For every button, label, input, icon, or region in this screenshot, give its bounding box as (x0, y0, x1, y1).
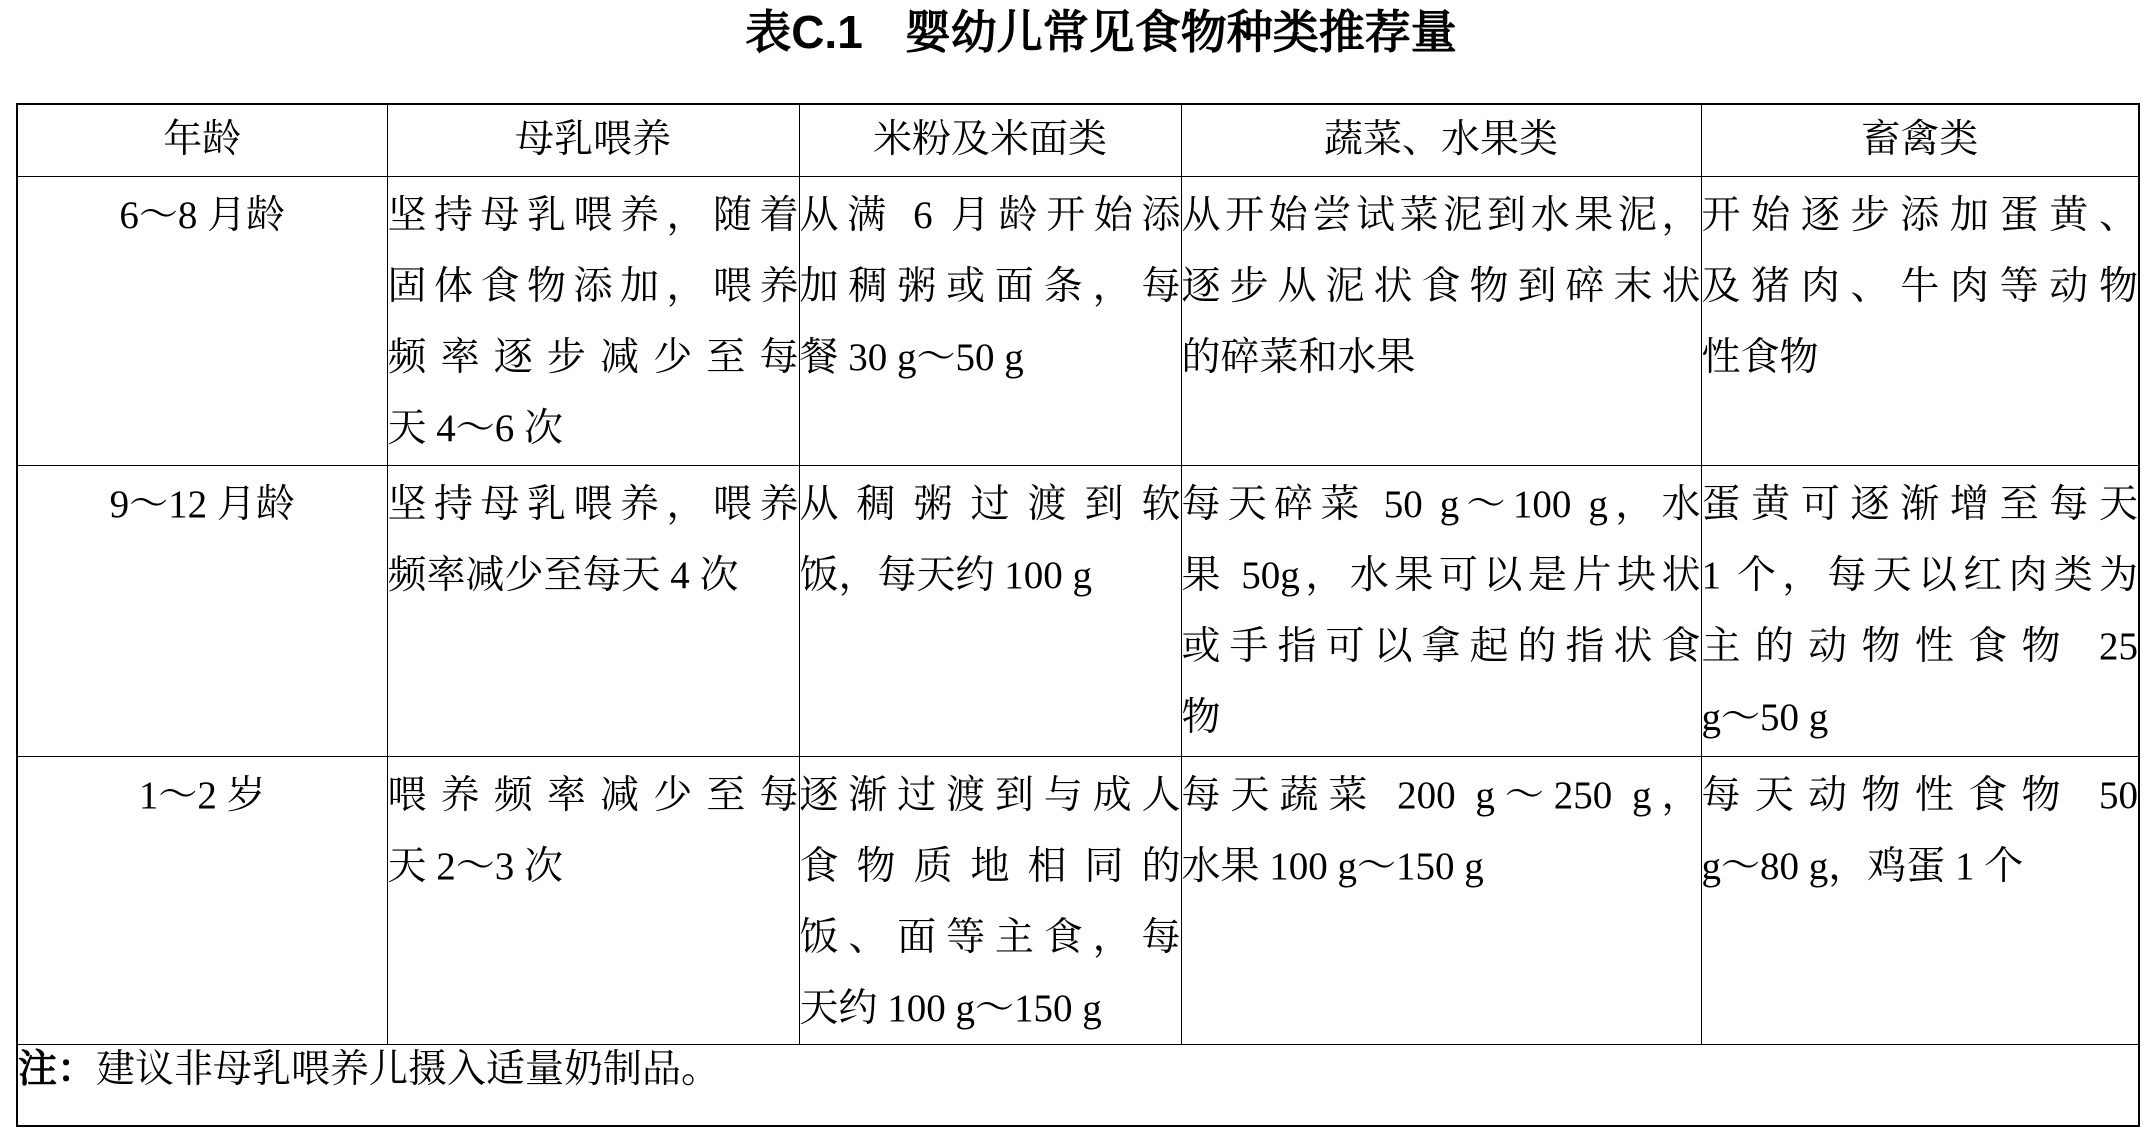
cereal-cell (799, 756, 1181, 1044)
age-text: 9～12 月龄 (109, 482, 295, 526)
breastfeeding-cell (387, 176, 799, 465)
text-line: 饭，每天约 100 g (799, 553, 1093, 597)
text-line: 从满 6 月龄开始添 (799, 193, 1181, 237)
text-line: 1 个，每天以红肉类为 (1701, 553, 2138, 597)
text-line: 性食物 (1701, 335, 1819, 379)
text-line: 饭、面等主食，每 (799, 915, 1181, 959)
meat-poultry-cell (1701, 176, 2139, 465)
text-line: g～50 g (1701, 695, 1829, 739)
text-line: 蛋黄可逐渐增至每天 (1701, 482, 2138, 526)
text-line: 每天动物性食物 50 (1701, 773, 2138, 817)
table-title-text: 婴幼儿常见食物种类推荐量 (904, 6, 1457, 58)
text-line: 逐渐过渡到与成人 (799, 773, 1181, 817)
text-line: 天约 100 g～150 g (799, 986, 1102, 1030)
table-number: 表C.1 (745, 6, 863, 58)
age-text: 6～8 月龄 (119, 193, 286, 237)
header-breastfeeding: 母乳喂养 (387, 104, 799, 176)
breastfeeding-cell (387, 756, 799, 1044)
text-line: 开始逐步添加蛋黄、 (1701, 193, 2138, 237)
header-cereal: 米粉及米面类 (799, 104, 1181, 176)
text-line: 物 (1181, 695, 1221, 739)
age-cell (17, 176, 387, 465)
text-line: g～80 g，鸡蛋 1 个 (1701, 844, 2024, 888)
meat-poultry-cell (1701, 756, 2139, 1044)
text-line: 坚持母乳喂养，喂养 (387, 482, 799, 526)
text-line: 天 4～6 次 (387, 406, 564, 450)
text-line: 频率减少至每天 4 次 (387, 553, 739, 597)
food-recommendation-table (16, 103, 2140, 1127)
text-line: 每天碎菜 50 g～100 g，水 (1181, 482, 1701, 526)
cereal-cell (799, 176, 1181, 465)
header-vegetable-fruit: 蔬菜、水果类 (1181, 104, 1701, 176)
note-text: 建议非母乳喂养儿摄入适量奶制品。 (96, 1047, 721, 1091)
text-line: 主的动物性食物 25 (1701, 624, 2138, 668)
text-line: 每天蔬菜 200 g～250 g， (1181, 773, 1701, 817)
table-row (17, 176, 2139, 465)
header-row (17, 104, 2139, 176)
text-line: 从开始尝试菜泥到水果泥， (1181, 193, 1701, 237)
age-cell (17, 465, 387, 756)
table-title (0, 6, 2154, 58)
header-meat-poultry: 畜禽类 (1701, 104, 2139, 176)
header-age: 年龄 (17, 104, 387, 176)
text-line: 固体食物添加，喂养 (387, 264, 799, 308)
text-line: 的碎菜和水果 (1181, 335, 1416, 379)
note-cell (17, 1044, 2139, 1126)
text-line: 频率逐步减少至每 (387, 335, 799, 379)
text-line: 餐 30 g～50 g (799, 335, 1024, 379)
table-row (17, 465, 2139, 756)
breastfeeding-cell (387, 465, 799, 756)
text-line: 天 2～3 次 (387, 844, 564, 888)
meat-poultry-cell (1701, 465, 2139, 756)
vegetable-fruit-cell (1181, 756, 1701, 1044)
note-label: 注： (18, 1047, 97, 1091)
cereal-cell (799, 465, 1181, 756)
text-line: 或手指可以拿起的指状食 (1181, 624, 1701, 668)
note-row (17, 1044, 2139, 1126)
text-line: 水果 100 g～150 g (1181, 844, 1484, 888)
age-cell (17, 756, 387, 1044)
text-line: 加稠粥或面条，每 (799, 264, 1181, 308)
text-line: 食物质地相同的 (799, 844, 1181, 888)
table-row (17, 756, 2139, 1044)
text-line: 逐步从泥状食物到碎末状 (1181, 264, 1701, 308)
vegetable-fruit-cell (1181, 465, 1701, 756)
vegetable-fruit-cell (1181, 176, 1701, 465)
text-line: 坚持母乳喂养，随着 (387, 193, 799, 237)
text-line: 从稠粥过渡到软 (799, 482, 1181, 526)
text-line: 及猪肉、牛肉等动物 (1701, 264, 2138, 308)
text-line: 果 50g，水果可以是片块状 (1181, 553, 1701, 597)
age-text: 1～2 岁 (138, 773, 266, 817)
text-line: 喂养频率减少至每 (387, 773, 799, 817)
